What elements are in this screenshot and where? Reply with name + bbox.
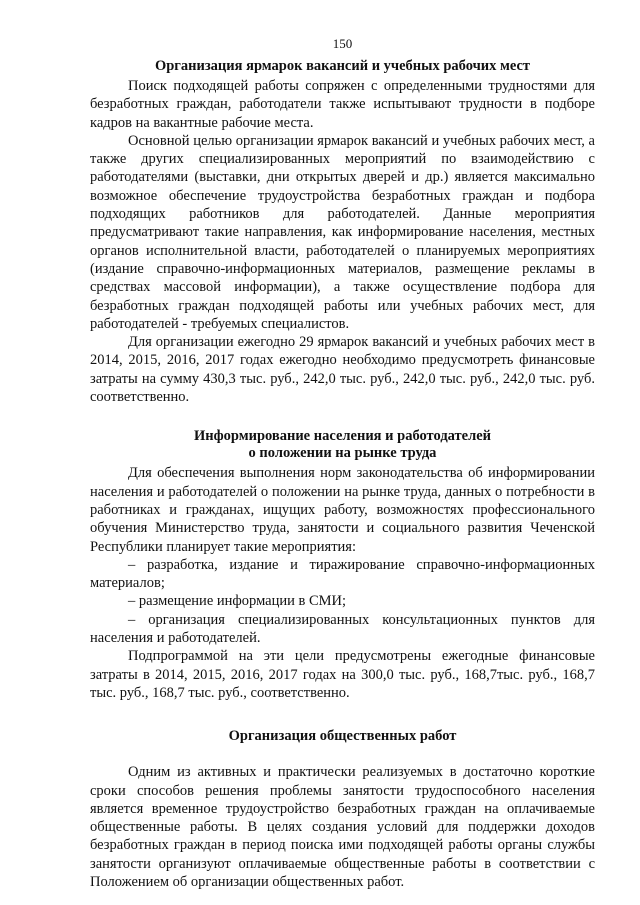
- spacer: [90, 406, 595, 428]
- list-item: – размещение информации в СМИ;: [128, 593, 347, 610]
- paragraph: Подпрограммой на эти цели предусмотрены ежегодные финансовые затраты в 2014, 2015, 2016, 2017 годах на 300,0 тыс. руб., 168,7тыс. руб., 168,7 тыс. руб., 168,7 тыс. руб., соответственно.: [90, 648, 595, 701]
- section-informing: [90, 428, 595, 702]
- paragraph: Для организации ежегодно 29 ярмарок вакансий и учебных рабочих мест в 2014, 2015, 2016, 2017 годах ежегодно необходимо предусмотреть финансовые затраты на сумму 430,3 тыс. руб., 242,0 тыс. руб., 242,0 тыс. руб., 242,0 тыс. руб. соответственно.: [90, 334, 595, 406]
- section-public-works: [90, 728, 595, 891]
- section-job-fairs: [90, 58, 595, 406]
- page-number: 150: [332, 36, 353, 51]
- paragraph: Для обеспечения выполнения норм законодательства об информировании населения и работодателей о положении на рынке труда, данных о потребности в работниках и гражданах, ищущих работу, возможностях профессионального обучения Министерство труда, занятости и социального развития Чеченской Республики планирует такие мероприятия:: [90, 465, 595, 555]
- section-title: Организация общественных работ: [228, 728, 457, 745]
- spacer: [90, 702, 595, 728]
- paragraph: Одним из активных и практически реализуемых в достаточно короткие сроки способов решения проблемы занятости трудоспособного населения является временное трудоустройство безработных граждан на оплачиваемые общественные работы. В целях создания условий для поддержки доходов безработных граждан в период поиска ими подходящей работы органы службы занятости организуют оплачиваемые общественные работы в соответствии с Положением об организации общественных работ.: [90, 764, 595, 890]
- list-item: – разработка, издание и тиражирование справочно-информационных материалов;: [90, 556, 595, 592]
- section-title-line-2: о положении на рынке труда: [248, 445, 437, 462]
- spacer: [90, 745, 595, 763]
- paragraph: Основной целью организации ярмарок вакансий и учебных рабочих мест, а также других специализированных мероприятий по взаимодействию с работодателями (выставки, дни открытых дверей и др.) является максимально возможное обеспечение трудоустройства безработных граждан и подбора подходящих работников для работодателей. Данные мероприятия предусматривают такие направления, как информирование населения, местных органов исполнительной власти, работодателей о планируемых мероприятиях (издание справочно-информационных материалов, размещение рекламы в средствах массовой информации), а также осуществление подбора для безработных граждан подходящей работы или учебных рабочих мест, для работодателей - требуемых специалистов.: [90, 132, 595, 332]
- section-title: Организация ярмарок вакансий и учебных рабочих мест: [154, 58, 531, 74]
- section-title-line-1: Информирование населения и работодателей: [193, 428, 492, 445]
- list-item: – организация специализированных консультационных пунктов для населения и работодателей.: [90, 611, 595, 647]
- paragraph: Поиск подходящей работы сопряжен с определенными трудностями для безработных граждан, работодатели также испытывают трудности в подборе кадров на вакантные рабочие места.: [90, 78, 595, 131]
- document-page: [90, 36, 595, 891]
